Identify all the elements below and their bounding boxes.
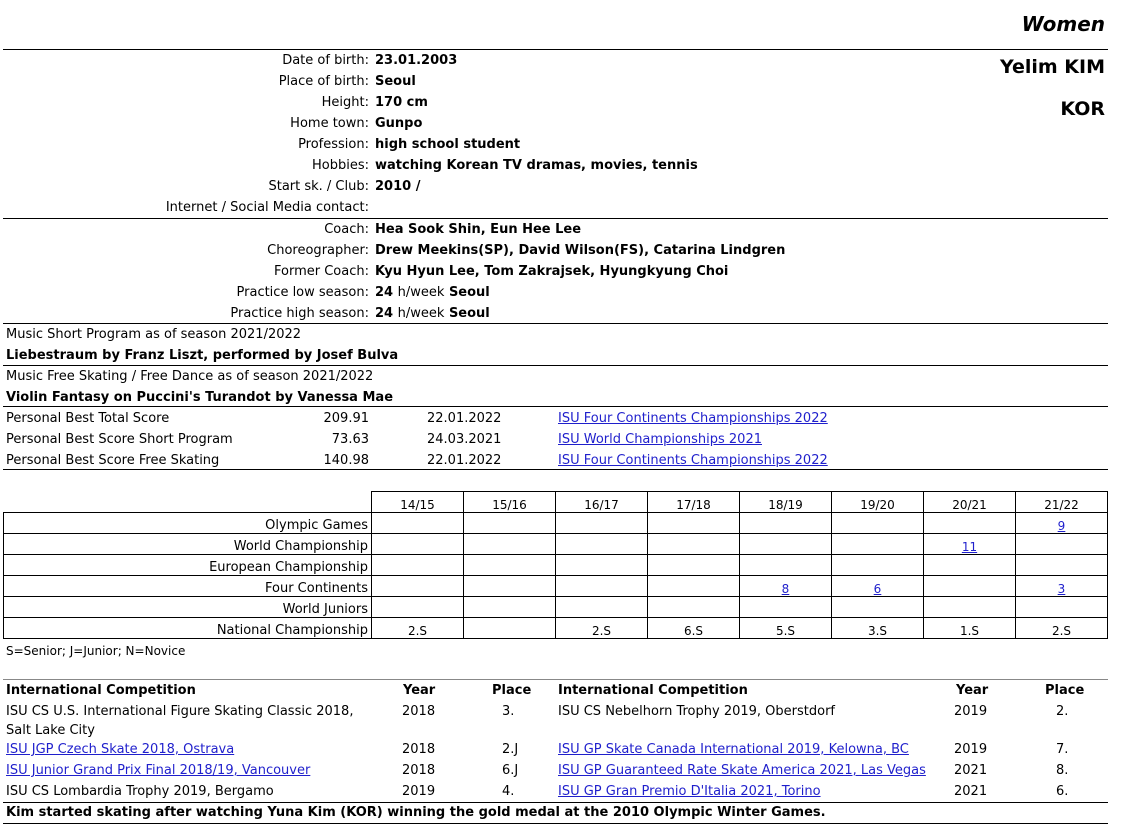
results-row <box>4 618 1108 639</box>
bio-label: Internet / Social Media contact: <box>165 200 369 215</box>
divider <box>3 323 1108 324</box>
competition-place: 4. <box>502 784 515 799</box>
practice-place: Seoul <box>448 285 490 300</box>
results-cell <box>464 576 556 597</box>
divider <box>3 365 1108 366</box>
results-cell <box>556 513 648 534</box>
practice-value <box>375 306 490 322</box>
practice-unit: h/week <box>397 285 445 300</box>
competition-name-cont: Salt Lake City <box>6 723 95 738</box>
pb-date: 22.01.2022 <box>427 411 502 426</box>
competition-year: 2018 <box>402 742 436 757</box>
coach-value: Hea Sook Shin, Eun Hee Lee <box>375 222 582 237</box>
results-cell <box>372 597 464 618</box>
season-header: 15/16 <box>464 492 556 513</box>
bio-label: Date of birth: <box>282 53 369 68</box>
pb-score: 73.63 <box>331 432 369 447</box>
competition-year: 2018 <box>402 704 436 719</box>
legend-note: S=Senior; J=Junior; N=Novice <box>6 644 186 658</box>
results-cell <box>924 618 1016 639</box>
results-cell <box>740 534 832 555</box>
results-cell <box>1016 576 1108 597</box>
practice-hours: 24 <box>375 285 394 300</box>
results-cell <box>372 534 464 555</box>
intl-header-competition-right: International Competition <box>558 683 748 698</box>
results-cell <box>832 534 924 555</box>
pb-label: Personal Best Total Score <box>6 411 170 426</box>
practice-label: Practice low season: <box>236 285 369 300</box>
results-cell <box>1016 597 1108 618</box>
results-cell <box>464 618 556 639</box>
bio-value: 23.01.2003 <box>375 53 458 68</box>
competition-link[interactable]: ISU GP Gran Premio D'Italia 2021, Torino <box>558 784 821 799</box>
competition-link[interactable]: ISU GP Guaranteed Rate Skate America 2021, Las Vegas <box>558 763 926 778</box>
divider <box>3 218 1108 219</box>
results-cell <box>372 618 464 639</box>
results-header-blank <box>4 492 372 513</box>
pb-score: 140.98 <box>323 453 369 468</box>
intl-header-year-right: Year <box>956 683 989 698</box>
music-fs-value: Violin Fantasy on Puccini's Turandot by Vanessa Mae <box>6 390 394 405</box>
bio-label: Height: <box>321 95 369 110</box>
result-place-link[interactable]: 6 <box>873 582 882 596</box>
result-place-link[interactable]: 9 <box>1057 519 1066 533</box>
result-place: 6.S <box>683 624 704 638</box>
category-title: Women <box>1021 12 1105 36</box>
divider <box>3 469 1108 470</box>
results-cell <box>648 597 740 618</box>
bio-value: Seoul <box>375 74 416 89</box>
divider <box>3 679 1108 680</box>
results-cell <box>740 555 832 576</box>
footer-note: Kim started skating after watching Yuna Kim (KOR) winning the gold medal at the 2010 Olympic Winter Games. <box>6 805 826 820</box>
results-cell <box>464 597 556 618</box>
results-row-label: World Juniors <box>4 597 372 618</box>
results-cell <box>648 576 740 597</box>
competition-place: 2.J <box>502 742 519 757</box>
bio-value: watching Korean TV dramas, movies, tennis <box>375 158 698 173</box>
intl-header-competition-left: International Competition <box>6 683 196 698</box>
season-header: 17/18 <box>648 492 740 513</box>
result-place: 2.S <box>591 624 612 638</box>
results-cell <box>832 513 924 534</box>
competition-place: 6.J <box>502 763 519 778</box>
season-header: 14/15 <box>372 492 464 513</box>
results-cell <box>464 513 556 534</box>
results-cell <box>1016 618 1108 639</box>
coach-label: Choreographer: <box>267 243 369 258</box>
athlete-name: Yelim KIM <box>999 56 1105 78</box>
coach-value: Drew Meekins(SP), David Wilson(FS), Catarina Lindgren <box>375 243 786 258</box>
results-row <box>4 534 1108 555</box>
competition-year: 2019 <box>954 742 988 757</box>
pb-event-link[interactable]: ISU World Championships 2021 <box>558 432 762 447</box>
result-place: 3.S <box>867 624 888 638</box>
results-cell <box>832 555 924 576</box>
season-header: 21/22 <box>1016 492 1108 513</box>
results-cell <box>648 618 740 639</box>
athlete-nation: KOR <box>1060 98 1105 120</box>
competition-year: 2021 <box>954 763 988 778</box>
results-cell <box>740 618 832 639</box>
result-place-link[interactable]: 8 <box>781 582 790 596</box>
results-cell <box>556 618 648 639</box>
coach-label: Former Coach: <box>274 264 369 279</box>
results-row-label: National Championship <box>4 618 372 639</box>
results-cell <box>556 555 648 576</box>
results-row <box>4 513 1108 534</box>
results-row <box>4 555 1108 576</box>
result-place-link[interactable]: 3 <box>1057 582 1066 596</box>
results-cell <box>740 597 832 618</box>
music-sp-label: Music Short Program as of season 2021/2022 <box>6 327 302 342</box>
results-cell <box>372 576 464 597</box>
results-cell <box>1016 534 1108 555</box>
practice-value <box>375 285 490 301</box>
divider <box>3 823 1108 824</box>
competition-place: 3. <box>502 704 515 719</box>
pb-label: Personal Best Score Free Skating <box>6 453 220 468</box>
result-place-link[interactable]: 11 <box>961 540 978 554</box>
results-cell <box>556 576 648 597</box>
bio-label: Place of birth: <box>278 74 369 89</box>
pb-date: 22.01.2022 <box>427 453 502 468</box>
pb-score: 209.91 <box>323 411 369 426</box>
practice-hours: 24 <box>375 306 394 321</box>
competition-year: 2018 <box>402 763 436 778</box>
divider <box>3 49 1108 50</box>
results-cell <box>464 555 556 576</box>
results-cell <box>648 555 740 576</box>
bio-value: 170 cm <box>375 95 428 110</box>
results-cell <box>556 597 648 618</box>
competition-link[interactable]: ISU JGP Czech Skate 2018, Ostrava <box>6 742 235 757</box>
results-cell <box>740 576 832 597</box>
results-cell <box>556 534 648 555</box>
results-cell <box>924 555 1016 576</box>
result-place: 2.S <box>1051 624 1072 638</box>
competition-name: ISU CS Nebelhorn Trophy 2019, Oberstdorf <box>558 704 835 719</box>
season-header: 19/20 <box>832 492 924 513</box>
results-row-label: European Championship <box>4 555 372 576</box>
results-cell <box>832 597 924 618</box>
bio-value: high school student <box>375 137 521 152</box>
intl-header-place-left: Place <box>492 683 532 698</box>
coach-value: Kyu Hyun Lee, Tom Zakrajsek, Hyungkyung Choi <box>375 264 729 279</box>
competition-name: ISU CS U.S. International Figure Skating Classic 2018, <box>6 704 354 719</box>
pb-date: 24.03.2021 <box>427 432 502 447</box>
bio-label: Profession: <box>298 137 369 152</box>
results-cell <box>648 534 740 555</box>
competition-year: 2019 <box>402 784 436 799</box>
result-place: 2.S <box>407 624 428 638</box>
practice-place: Seoul <box>448 306 490 321</box>
intl-header-year-left: Year <box>403 683 436 698</box>
season-header: 20/21 <box>924 492 1016 513</box>
divider <box>3 406 1108 407</box>
results-cell <box>372 555 464 576</box>
results-cell <box>740 513 832 534</box>
competition-place: 7. <box>1056 742 1069 757</box>
music-fs-label: Music Free Skating / Free Dance as of season 2021/2022 <box>6 369 374 384</box>
results-header-row <box>4 492 1108 513</box>
competition-name: ISU CS Lombardia Trophy 2019, Bergamo <box>6 784 274 799</box>
result-place: 5.S <box>775 624 796 638</box>
results-cell <box>1016 513 1108 534</box>
results-row-label: Four Continents <box>4 576 372 597</box>
bio-value: 2010 / <box>375 179 421 194</box>
results-cell <box>924 597 1016 618</box>
music-sp-value: Liebestraum by Franz Liszt, performed by Josef Bulva <box>6 348 399 363</box>
pb-label: Personal Best Score Short Program <box>6 432 233 447</box>
competition-link[interactable]: ISU GP Skate Canada International 2019, Kelowna, BC <box>558 742 909 757</box>
pb-event-link[interactable]: ISU Four Continents Championships 2022 <box>558 411 828 426</box>
competition-place: 6. <box>1056 784 1069 799</box>
results-cell <box>832 618 924 639</box>
results-cell <box>464 534 556 555</box>
competition-link[interactable]: ISU Junior Grand Prix Final 2018/19, Vancouver <box>6 763 311 778</box>
season-header: 18/19 <box>740 492 832 513</box>
bio-label: Start sk. / Club: <box>268 179 369 194</box>
results-row <box>4 576 1108 597</box>
results-row <box>4 597 1108 618</box>
results-cell <box>648 513 740 534</box>
competition-place: 8. <box>1056 763 1069 778</box>
intl-header-place-right: Place <box>1045 683 1085 698</box>
pb-event-link[interactable]: ISU Four Continents Championships 2022 <box>558 453 828 468</box>
results-cell <box>924 534 1016 555</box>
result-place: 1.S <box>959 624 980 638</box>
bio-label: Hobbies: <box>312 158 369 173</box>
bio-label: Home town: <box>290 116 369 131</box>
competition-year: 2021 <box>954 784 988 799</box>
results-cell <box>832 576 924 597</box>
results-row-label: Olympic Games <box>4 513 372 534</box>
results-cell <box>924 513 1016 534</box>
season-header: 16/17 <box>556 492 648 513</box>
results-cell <box>372 513 464 534</box>
divider <box>3 802 1108 803</box>
competition-place: 2. <box>1056 704 1069 719</box>
results-table <box>3 491 1108 639</box>
results-cell <box>924 576 1016 597</box>
results-row-label: World Championship <box>4 534 372 555</box>
practice-label: Practice high season: <box>230 306 369 321</box>
practice-unit: h/week <box>397 306 445 321</box>
coach-label: Coach: <box>324 222 369 237</box>
competition-year: 2019 <box>954 704 988 719</box>
results-cell <box>1016 555 1108 576</box>
bio-value: Gunpo <box>375 116 423 131</box>
